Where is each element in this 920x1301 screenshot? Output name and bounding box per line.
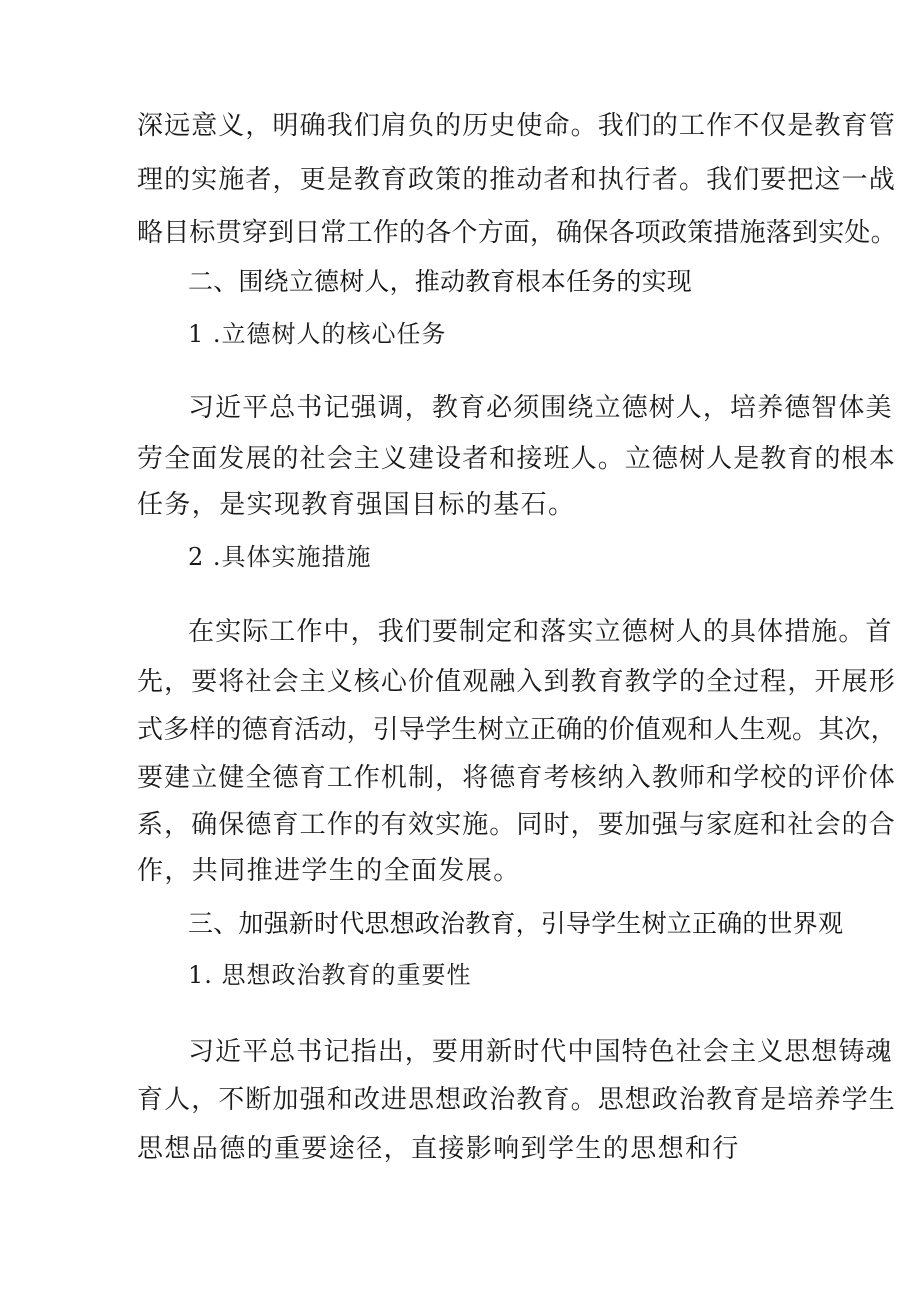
subsection-title-2-1: 1 .立德树人的核心任务 (188, 320, 447, 348)
paragraph-line: 式多样的德育活动，引导学生树立正确的价值观和人生观。其次， (137, 715, 897, 745)
paragraph-line: 作，共同推进学生的全面发展。 (137, 856, 521, 886)
paragraph-line: 任务，是实现教育强国目标的基石。 (137, 490, 576, 520)
subsection-title-2-2: 2 .具体实施措施 (188, 543, 372, 571)
section-heading-3: 三、加强新时代思想政治教育，引导学生树立正确的世界观 (188, 909, 844, 938)
paragraph-line: 劳全面发展的社会主义建设者和接班人。立德树人是教育的根本 (137, 444, 896, 474)
section-heading-2: 二、围绕立德树人，推动教育根本任务的实现 (188, 267, 693, 296)
paragraph-line: 思想品德的重要途径，直接影响到学生的思想和行 (137, 1134, 740, 1164)
subsection-title-3-1: 1. 思想政治教育的重要性 (188, 961, 472, 989)
paragraph-line: 系，确保德育工作的有效实施。同时，要加强与家庭和社会的合 (137, 810, 896, 840)
paragraph-line: 习近平总书记强调，教育必须围绕立德树人，培养德智体美 (188, 393, 893, 423)
paragraph-line: 育人，不断加强和改进思想政治教育。思想政治教育是培养学生 (137, 1085, 896, 1115)
paragraph-line: 要建立健全德育工作机制，将德育考核纳入教师和学校的评价体 (137, 763, 896, 793)
paragraph-line: 深远意义，明确我们肩负的历史使命。我们的工作不仅是教育管 (137, 111, 896, 141)
paragraph-line: 在实际工作中，我们要制定和落实立德树人的具体措施。首 (188, 617, 893, 647)
paragraph-line: 先，要将社会主义核心价值观融入到教育教学的全过程，开展形 (137, 667, 896, 697)
paragraph-line: 理的实施者，更是教育政策的推动者和执行者。我们要把这一战 (137, 165, 896, 195)
paragraph-line: 习近平总书记指出，要用新时代中国特色社会主义思想铸魂 (188, 1037, 893, 1067)
paragraph-line: 略目标贯穿到日常工作的各个方面，确保各项政策措施落到实处。 (137, 218, 897, 248)
